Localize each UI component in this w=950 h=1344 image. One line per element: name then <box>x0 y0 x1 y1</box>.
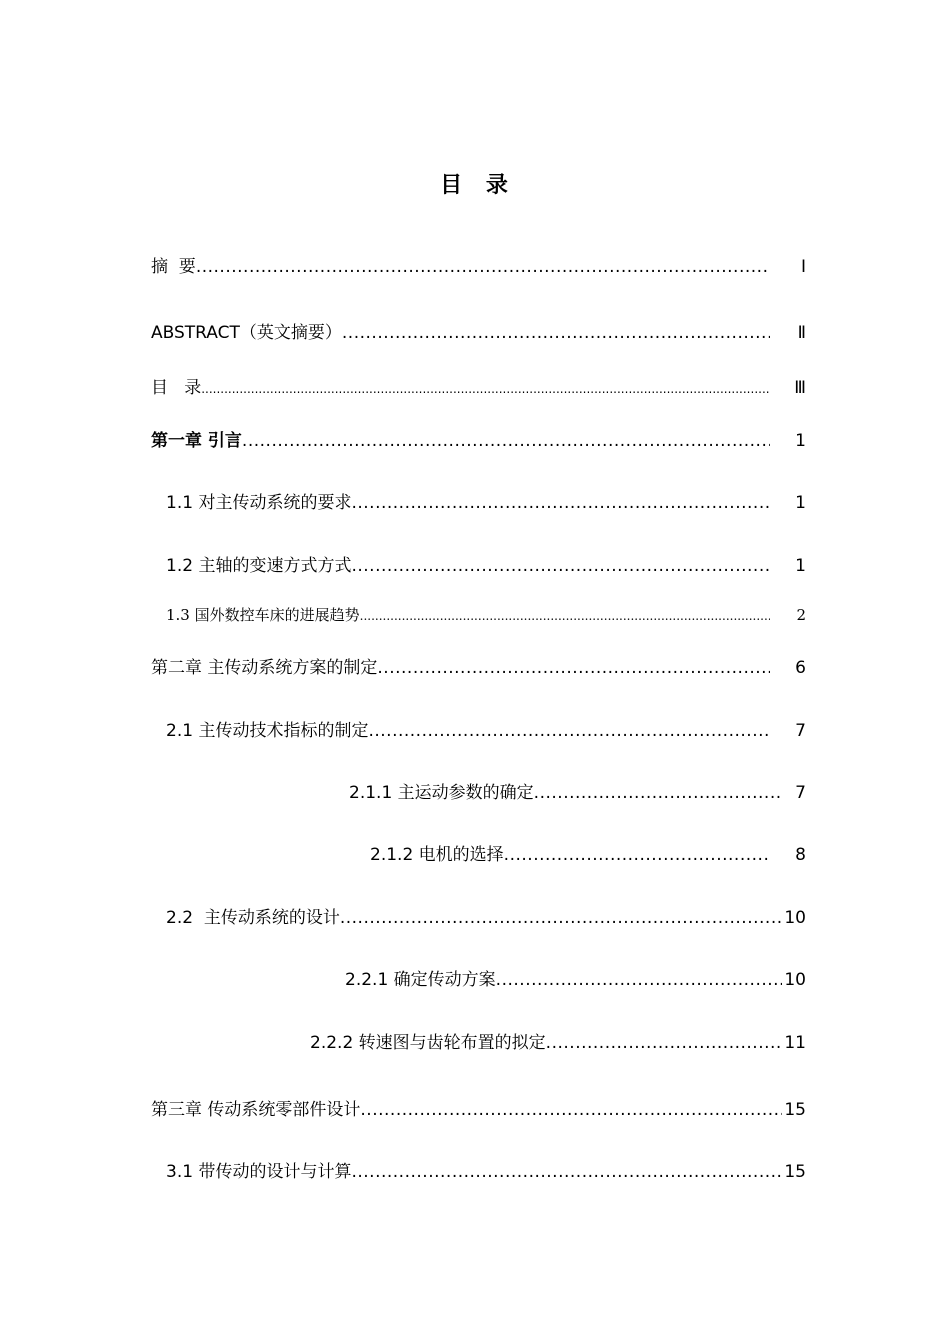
toc-entry-chapter-1[interactable] <box>151 428 806 454</box>
toc-leader-dots <box>377 655 770 681</box>
toc-page-number: 10 <box>784 908 806 928</box>
toc-entry-abstract-cn[interactable] <box>151 254 806 280</box>
toc-page-number: Ⅰ <box>800 257 806 277</box>
toc-leader-dots <box>351 553 770 579</box>
toc-entry-label: 3.1 带传动的设计与计算 <box>166 1162 352 1182</box>
toc-entry-section-2-2-1[interactable] <box>345 967 806 993</box>
toc-page-number: 8 <box>795 845 806 865</box>
toc-leader-dots <box>368 718 770 744</box>
toc-entry-section-2-1-2[interactable] <box>370 842 806 868</box>
toc-entry-label: 2.2.1 确定传动方案 <box>345 970 496 990</box>
toc-entry-section-1-2[interactable] <box>166 553 806 579</box>
toc-entry-section-1-3[interactable] <box>166 602 806 629</box>
toc-entry-label: 1.3 国外数控车床的进展趋势 <box>166 606 360 624</box>
toc-entry-section-1-1[interactable] <box>166 490 806 516</box>
toc-entry-label: 2.1.1 主运动参数的确定 <box>349 783 534 803</box>
toc-page-number: Ⅱ <box>797 323 806 343</box>
toc-page-number: 15 <box>784 1100 806 1120</box>
toc-leader-dots <box>201 376 770 402</box>
toc-leader-dots <box>342 320 770 346</box>
toc-entry-chapter-3[interactable] <box>151 1097 806 1123</box>
toc-entry-label: 2.1 主传动技术指标的制定 <box>166 721 369 741</box>
toc-entry-label: 第一章 引言 <box>151 431 242 451</box>
toc-page-number: Ⅲ <box>794 378 806 398</box>
toc-page-number: 1 <box>795 431 806 451</box>
toc-entry-label: 2.2 主传动系统的设计 <box>166 908 340 928</box>
page-title: 目 录 <box>440 173 510 198</box>
toc-entry-label: ABSTRACT（英文摘要） <box>151 323 342 343</box>
toc-leader-dots <box>360 1097 782 1123</box>
toc-page-number: 1 <box>795 493 806 513</box>
toc-entry-section-2-2[interactable] <box>166 905 806 931</box>
toc-entry-section-2-2-2[interactable] <box>310 1030 806 1056</box>
toc-entry-contents[interactable] <box>151 375 806 402</box>
toc-page-number: 7 <box>795 783 806 803</box>
toc-entry-chapter-2[interactable] <box>151 655 806 681</box>
toc-leader-dots <box>351 490 770 516</box>
toc-entry-label: 1.1 对主传动系统的要求 <box>166 493 352 513</box>
toc-leader-dots <box>534 780 782 806</box>
toc-leader-dots <box>242 428 770 454</box>
toc-entry-section-3-1[interactable] <box>166 1159 806 1185</box>
toc-entry-abstract-en[interactable] <box>151 320 806 346</box>
toc-page-number: 1 <box>795 556 806 576</box>
toc-leader-dots <box>340 905 782 931</box>
toc-leader-dots <box>504 842 770 868</box>
toc-page-number: 11 <box>784 1033 806 1053</box>
toc-leader-dots <box>360 603 770 629</box>
toc-leader-dots <box>351 1159 782 1185</box>
toc-leader-dots <box>196 254 770 280</box>
toc-page-number: 15 <box>784 1162 806 1182</box>
toc-entry-section-2-1-1[interactable] <box>349 780 806 806</box>
toc-page-number: 6 <box>795 658 806 678</box>
toc-entry-label: 1.2 主轴的变速方式方式 <box>166 556 352 576</box>
toc-entry-label: 2.2.2 转速图与齿轮布置的拟定 <box>310 1033 546 1053</box>
toc-entry-label: 第二章 主传动系统方案的制定 <box>151 658 378 678</box>
toc-page-number: 7 <box>795 721 806 741</box>
toc-entry-label: 第三章 传动系统零部件设计 <box>151 1100 361 1120</box>
toc-page-number: 2 <box>796 606 806 624</box>
toc-entry-label: 摘 要 <box>151 257 196 277</box>
toc-entry-section-2-1[interactable] <box>166 718 806 744</box>
toc-page-number: 10 <box>784 970 806 990</box>
toc-leader-dots <box>496 967 782 993</box>
toc-leader-dots <box>546 1030 782 1056</box>
toc-entry-label: 2.1.2 电机的选择 <box>370 845 504 865</box>
toc-entry-label: 目 录 <box>151 378 202 398</box>
